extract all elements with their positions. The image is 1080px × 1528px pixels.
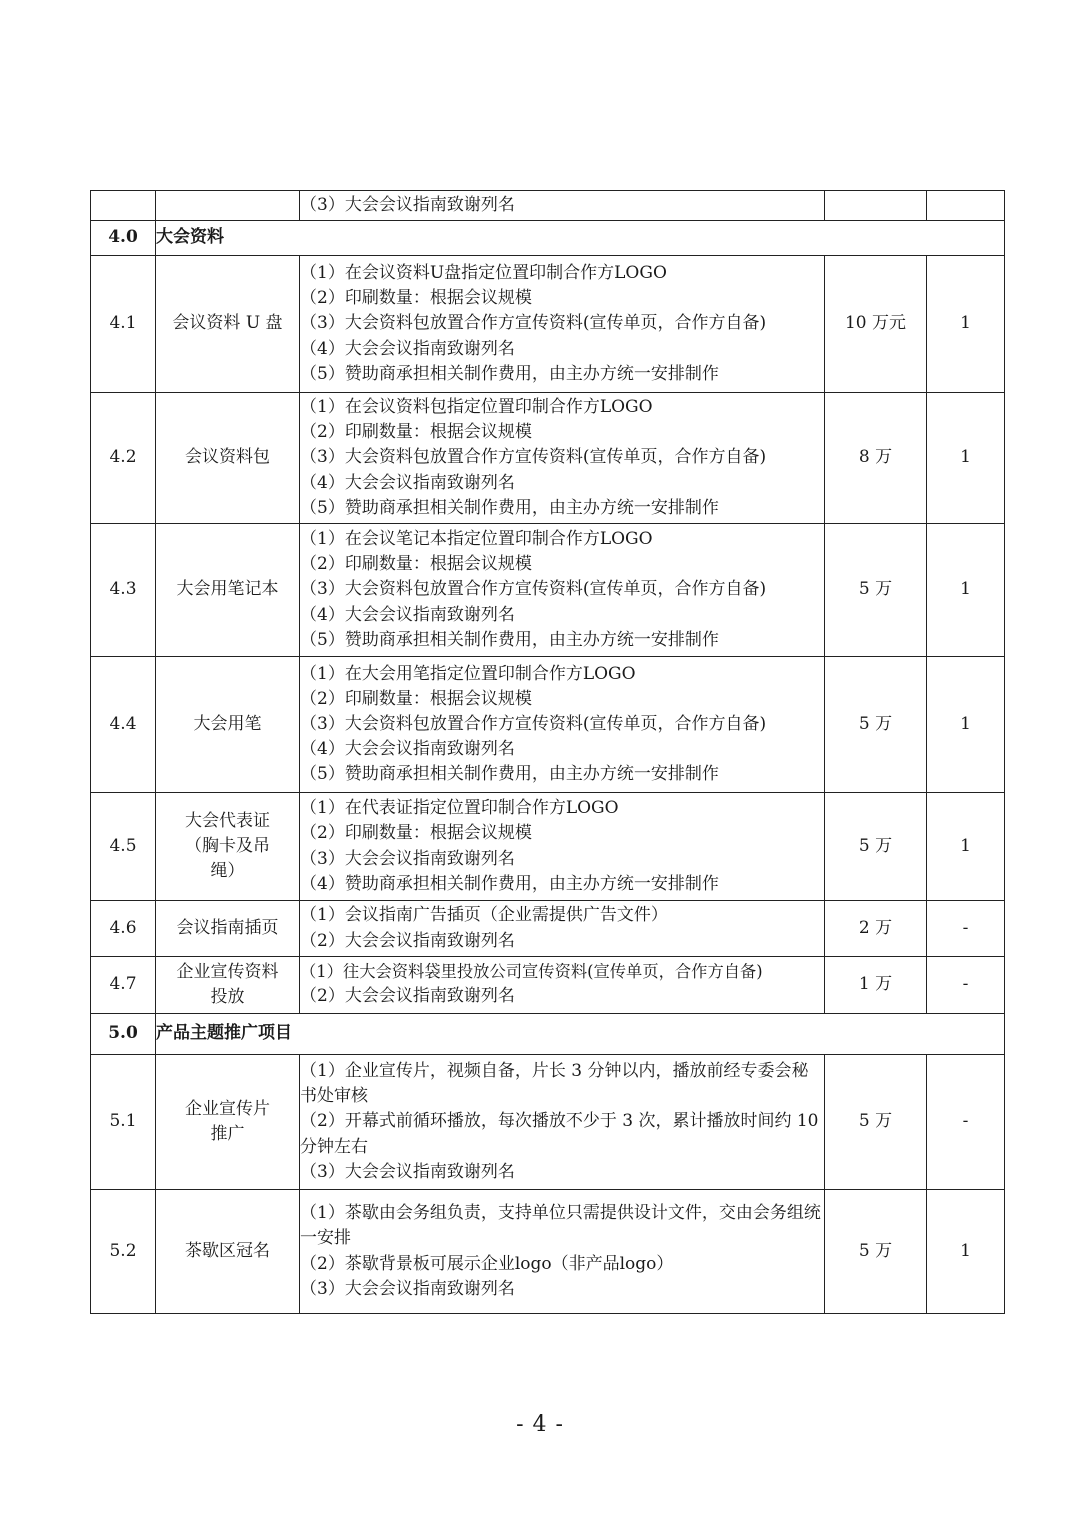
item-name: 会议指南插页: [156, 901, 300, 957]
description-line: （4）大会会议指南致谢列名: [300, 472, 515, 493]
item-number: 4.6: [91, 901, 156, 957]
item-quantity: -: [927, 901, 1005, 957]
item-number: 4.5: [91, 793, 156, 901]
item-price: 2 万: [825, 901, 927, 957]
cell-name: [156, 191, 300, 221]
item-price: 1 万: [825, 957, 927, 1014]
item-number: 5.1: [91, 1055, 156, 1190]
table-row: [91, 393, 1005, 524]
item-quantity: 1: [927, 793, 1005, 901]
description-line: （3）大会资料包放置合作方宣传资料(宣传单页，合作方自备): [300, 579, 767, 600]
item-description: [300, 393, 825, 524]
item-description: [300, 524, 825, 657]
item-name: 企业宣传片推广: [156, 1055, 300, 1190]
description-line: （2）印刷数量：根据会议规模: [300, 688, 532, 709]
item-quantity: -: [927, 1055, 1005, 1190]
description-line: （2）大会会议指南致谢列名: [300, 930, 515, 951]
item-price: 5 万: [825, 793, 927, 901]
item-number: 4.1: [91, 256, 156, 393]
item-description: [300, 957, 825, 1014]
item-number: 4.2: [91, 393, 156, 524]
description-line: （2）大会会议指南致谢列名: [300, 986, 515, 1007]
item-price: 5 万: [825, 524, 927, 657]
item-quantity: -: [927, 957, 1005, 1014]
item-quantity: 1: [927, 393, 1005, 524]
item-description: [300, 256, 825, 393]
item-quantity: 1: [927, 1190, 1005, 1314]
item-number: 4.7: [91, 957, 156, 1014]
item-description: [300, 793, 825, 901]
section-number: 5.0: [91, 1014, 156, 1055]
item-name: 大会用笔记本: [156, 524, 300, 657]
description-line: （2）印刷数量：根据会议规模: [300, 554, 532, 575]
description-line: （4）赞助商承担相关制作费用，由主办方统一安排制作: [300, 873, 719, 894]
description-line: （3）大会会议指南致谢列名: [300, 1278, 515, 1299]
description-line: （3）大会会议指南致谢列名: [300, 848, 515, 869]
table-row: [91, 957, 1005, 1014]
description-line: （5）赞助商承担相关制作费用，由主办方统一安排制作: [300, 629, 719, 650]
table-row: [91, 793, 1005, 901]
cell-quantity: [927, 191, 1005, 221]
description-line: （1）在代表证指定位置印制合作方LOGO: [300, 798, 619, 819]
item-description: [300, 657, 825, 793]
item-description: [300, 1190, 825, 1314]
table-row: [91, 1055, 1005, 1190]
description-line: （2）印刷数量：根据会议规模: [300, 288, 532, 309]
description-line: （2）开幕式前循环播放，每次播放不少于 3 次，累计播放时间约 10 分钟左右: [300, 1111, 819, 1157]
description-line: （1）在会议资料U盘指定位置印制合作方LOGO: [300, 263, 667, 284]
description-line: （5）赞助商承担相关制作费用，由主办方统一安排制作: [300, 363, 719, 384]
item-number: 4.3: [91, 524, 156, 657]
item-description: [300, 1055, 825, 1190]
item-quantity: 1: [927, 256, 1005, 393]
item-price: 8 万: [825, 393, 927, 524]
item-description: [300, 901, 825, 957]
description-line: （3）大会资料包放置合作方宣传资料(宣传单页，合作方自备): [300, 447, 767, 468]
description-line: （3）大会资料包放置合作方宣传资料(宣传单页，合作方自备): [300, 313, 767, 334]
description-line: （3）大会会议指南致谢列名: [300, 194, 515, 215]
item-name: 会议资料包: [156, 393, 300, 524]
description-line: （4）大会会议指南致谢列名: [300, 739, 515, 760]
item-name: 企业宣传资料投放: [156, 957, 300, 1014]
item-name: 大会用笔: [156, 657, 300, 793]
description-line: （3）大会会议指南致谢列名: [300, 1161, 515, 1182]
description-line: （2）印刷数量：根据会议规模: [300, 422, 532, 443]
description-line: （1）在会议笔记本指定位置印制合作方LOGO: [300, 529, 653, 550]
description-line: （1）在会议资料包指定位置印制合作方LOGO: [300, 397, 653, 418]
item-price: 10 万元: [825, 256, 927, 393]
page-number: - 4 -: [516, 1412, 564, 1437]
description-line: （3）大会资料包放置合作方宣传资料(宣传单页，合作方自备): [300, 713, 767, 734]
section-number: 4.0: [91, 221, 156, 256]
description-line: （1）茶歇由会务组负责，支持单位只需提供设计文件，交由会务组统一安排: [300, 1203, 821, 1249]
description-line: （1）会议指南广告插页（企业需提供广告文件）: [300, 905, 668, 926]
description-line: （5）赞助商承担相关制作费用，由主办方统一安排制作: [300, 764, 719, 785]
cell-description: [300, 191, 825, 221]
table-row: [91, 256, 1005, 393]
description-line: （1）在大会用笔指定位置印制合作方LOGO: [300, 663, 636, 684]
description-line: （4）大会会议指南致谢列名: [300, 338, 515, 359]
description-line: （2）印刷数量：根据会议规模: [300, 823, 532, 844]
description-line: （4）大会会议指南致谢列名: [300, 604, 515, 625]
table-row: [91, 657, 1005, 793]
item-name: 茶歇区冠名: [156, 1190, 300, 1314]
item-price: 5 万: [825, 657, 927, 793]
cell-price: [825, 191, 927, 221]
section-header-row: [91, 1014, 1005, 1055]
description-line: （5）赞助商承担相关制作费用，由主办方统一安排制作: [300, 497, 719, 518]
item-price: 5 万: [825, 1190, 927, 1314]
section-header-row: [91, 221, 1005, 256]
section-title: 大会资料: [156, 221, 1005, 256]
item-number: 4.4: [91, 657, 156, 793]
description-line: （2）茶歇背景板可展示企业logo（非产品logo）: [300, 1253, 674, 1274]
table-row: [91, 524, 1005, 657]
sponsorship-table: [90, 190, 1005, 1314]
description-line: （1）往大会资料袋里投放公司宣传资料(宣传单页，合作方自备): [300, 962, 763, 982]
item-price: 5 万: [825, 1055, 927, 1190]
item-number: 5.2: [91, 1190, 156, 1314]
table-row: [91, 191, 1005, 221]
description-line: （1）企业宣传片，视频自备，片长 3 分钟以内，播放前经专委会秘书处审核: [300, 1061, 809, 1107]
table-row: [91, 1190, 1005, 1314]
item-name: 会议资料 U 盘: [156, 256, 300, 393]
section-title: 产品主题推广项目: [156, 1014, 1005, 1055]
item-name: 大会代表证（胸卡及吊绳）: [156, 793, 300, 901]
table-row: [91, 901, 1005, 957]
cell-number: [91, 191, 156, 221]
item-quantity: 1: [927, 524, 1005, 657]
item-quantity: 1: [927, 657, 1005, 793]
